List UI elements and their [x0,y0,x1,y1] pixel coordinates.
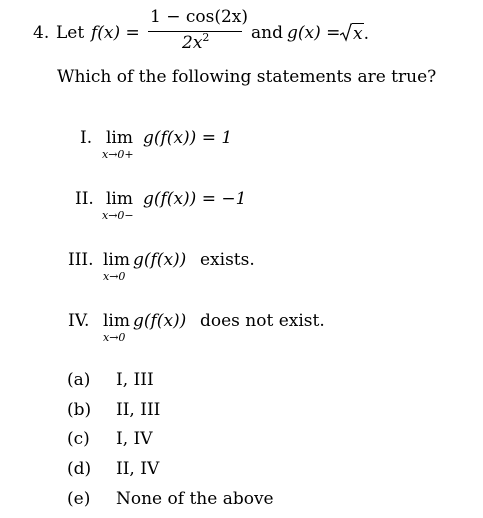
f-denominator [182,33,209,55]
statement-iii-numeral: III. [68,250,94,270]
choice-b-text: II, III [116,400,161,420]
statement-iv-limit-subscript: x→0 [103,331,126,344]
f-denominator-base: 2x [182,33,203,53]
fraction-bar [148,31,242,32]
statement-iv-tail: does not exist. [200,311,325,331]
choice-a-letter: (a) [67,370,91,390]
choice-d-letter: (d) [67,459,92,479]
statement-i-lim: lim [106,128,133,148]
g-period: . [363,24,369,44]
statement-iii-expression: g(f(x)) [133,250,187,270]
question-text: Which of the following statements are true? [57,67,437,87]
statement-ii-numeral: II. [75,189,94,209]
statement-iv-expression: g(f(x)) [133,311,187,331]
f-denominator-exponent: 2 [202,31,210,44]
g-sqrt-expression [340,23,369,44]
statement-i-expression: g(f(x)) = 1 [143,128,233,148]
statement-iii-tail: exists. [200,250,255,270]
choice-c-text: I, IV [116,429,153,449]
radical-sign-icon [340,23,352,43]
choice-a-text: I, III [116,370,154,390]
statement-iii-lim: lim [103,250,130,270]
choice-c-letter: (c) [67,429,90,449]
statement-iv-numeral: IV. [68,311,90,331]
g-definition-lhs: g(x) = [287,23,341,43]
statement-i-numeral: I. [80,128,93,148]
g-radicand: x [353,24,363,44]
statement-iii-limit-subscript: x→0 [103,270,126,283]
statement-ii-limit-subscript: x→0− [102,209,134,222]
statement-i-limit-subscript: x→0+ [102,148,134,161]
statement-ii-expression: g(f(x)) = −1 [143,189,247,209]
choice-d-text: II, IV [116,459,160,479]
and-text: and [251,23,283,43]
choice-e-text: None of the above [116,489,274,509]
choice-b-letter: (b) [67,400,92,420]
problem-number: 4. [33,23,50,43]
choice-e-letter: (e) [67,489,91,509]
sqrt-symbol [340,23,364,44]
let-text: Let [56,23,85,43]
f-definition-lhs: f(x) = [91,23,140,43]
statement-iv-lim: lim [103,311,130,331]
statement-ii-lim: lim [106,189,133,209]
f-numerator: 1 − cos(2x) [150,7,249,27]
